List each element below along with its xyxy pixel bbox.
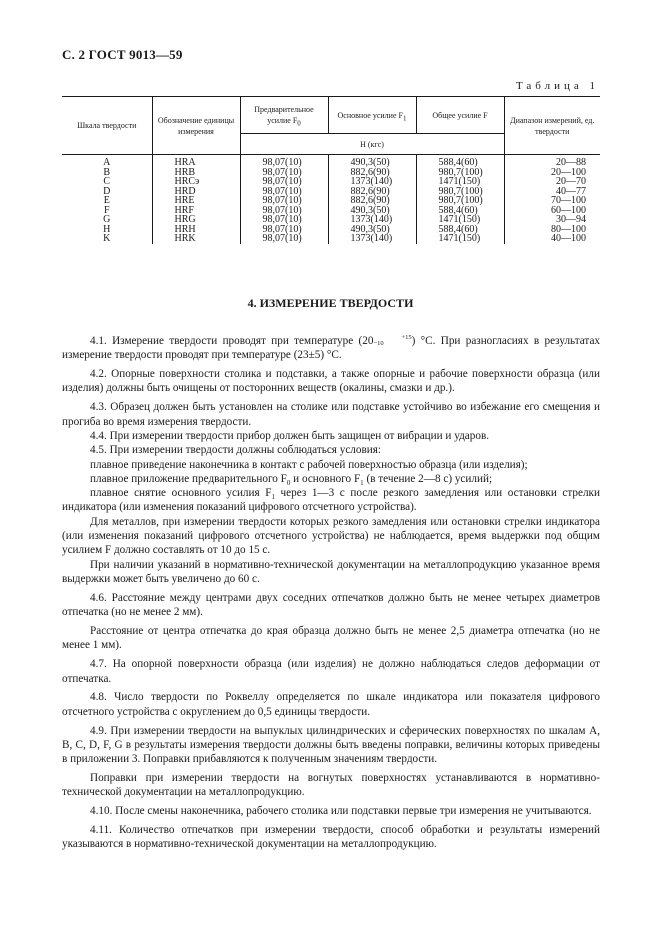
paragraph-4-11: 4.11. Количество отпечатков при измерении твердости, способ обработки и результаты измерений указываются в нормативно-технической документации на металлопродукцию. (62, 824, 600, 851)
condition-unload: плавное снятие основного усилия $F_1$ через 1—3 с после резкого замедления или остановки стрелки индикатора (или изменения показаний цифрового отсчетного устройства). (62, 487, 600, 514)
cell-main: 882,6(90) (328, 196, 416, 206)
paragraph-metals: Для металлов, при измерении твердости которых резкого замедления или остановки стрелки индикатора (или изменения показаний цифрового отсчетного устройства) не наблюдается, время выдержки под общим усилием F должно составлять от 10 до 15 с. (62, 515, 600, 557)
cell-range: 40—77 (504, 187, 600, 197)
cell-total: 1471(150) (416, 177, 504, 187)
cell-range: 30—94 (504, 215, 600, 225)
paragraph-4-10: 4.10. После смены наконечника, рабочего столика или подставки первые три измерения не учитываются. (90, 805, 592, 818)
paragraph-4-7: 4.7. На опорной поверхности образца (или изделия) не должно наблюдаться следов деформации от отпечатка. (62, 658, 600, 685)
paragraph-4-9: 4.9. При измерении твердости на выпуклых цилиндрических и сферических поверхностях по шкалам A, B, C, D, F, G в результаты измерения твердости должны быть введены поправки, величины которых приведены в приложении 3. Поправки прибавляются к полученным значениям твердости. (62, 724, 600, 766)
header-scale: Шкала твердости (62, 97, 152, 155)
header-units: Н (кгс) (240, 134, 504, 155)
header-preload: Предварительное усилие $F_0$ (240, 97, 328, 134)
cell-total: 588,4(60) (416, 206, 504, 216)
paragraph-4-8: 4.8. Число твердости по Роквеллу определяется по шкале индикатора или показателя цифрового отсчетного устройства с округлением до 0,5 единицы твердости. (62, 691, 600, 718)
cell-total: 980,7(100) (416, 168, 504, 178)
cell-main: 1373(140) (328, 234, 416, 244)
cell-preload: 98,07(10) (240, 234, 328, 244)
cell-scale: B (103, 166, 111, 178)
cell-range: 80—100 (504, 225, 600, 235)
cell-unit: HRG (152, 215, 240, 225)
cell-unit: HRA (152, 155, 240, 168)
section-title: 4. ИЗМЕРЕНИЕ ТВЕРДОСТИ (247, 296, 414, 310)
cell-unit: HRF (152, 206, 240, 216)
cell-main: 1373(140) (328, 177, 416, 187)
cell-unit: HRH (152, 225, 240, 235)
cell-unit: HRE (152, 196, 240, 206)
cell-main: 1373(140) (328, 215, 416, 225)
paragraph-4-1: 4.1. Измерение твердости проводят при температуре (20 +15 −10 ) °С. При разногласиях в результатах измерение твердости проводят при температуре (23±5) °С. (62, 334, 600, 362)
cell-unit: HRCэ (152, 177, 240, 187)
cell-unit: HRK (152, 234, 240, 244)
cell-scale: E (103, 195, 110, 206)
header-range: Диапазон измерений, ед. твердости (504, 97, 600, 155)
table-row (62, 155, 600, 168)
header-total-load: Общее усилие F (416, 97, 504, 134)
cell-total: 588,4(60) (416, 155, 504, 168)
cell-total: 1471(150) (416, 234, 504, 244)
cell-preload: 98,07(10) (240, 196, 328, 206)
page-header: С. 2 ГОСТ 9013—59 (62, 47, 183, 62)
paragraph-concave: Поправки при измерении твердости на вогнутых поверхностях устанавливаются в нормативно-технической документации на металлопродукцию. (62, 772, 600, 799)
cell-preload: 98,07(10) (240, 206, 328, 216)
cell-main: 882,6(90) (328, 168, 416, 178)
cell-scale: K (103, 233, 111, 244)
paragraph-4-6: 4.6. Расстояние между центрами двух соседних отпечатков должно быть не менее четырех диаметров отпечатка (но не менее 2 мм). (62, 591, 600, 619)
paragraph-edge-distance: Расстояние от центра отпечатка до края образца должно быть не менее 2,5 диаметра отпечатка (но не менее 1 мм). (62, 625, 600, 652)
hardness-scale-table (62, 96, 600, 244)
cell-range: 20—100 (504, 168, 600, 178)
cell-preload: 98,07(10) (240, 225, 328, 235)
cell-range: 60—100 (504, 206, 600, 216)
cell-total: 980,7(100) (416, 196, 504, 206)
table-row (62, 225, 600, 235)
table-body (62, 155, 600, 244)
cell-preload: 98,07(10) (240, 187, 328, 197)
table-row (62, 177, 600, 187)
cell-main: 490,3(50) (328, 206, 416, 216)
table-caption: Таблица 1 (515, 80, 599, 92)
cell-total: 980,7(100) (416, 187, 504, 197)
cell-preload: 98,07(10) (240, 155, 328, 168)
cell-range: 70—100 (504, 196, 600, 206)
table-row (62, 206, 600, 216)
cell-preload: 98,07(10) (240, 177, 328, 187)
paragraph-4-3: 4.3. Образец должен быть установлен на столике или подставке устойчиво во избежание его смещения и прогиба во время измерения твердости. (62, 401, 600, 428)
table-row (62, 168, 600, 178)
paragraph-4-2: 4.2. Опорные поверхности столика и подставки, а также опорные и рабочие поверхности образца (или изделия) должны быть очищены от посторонних веществ (окалины, смазки и др.). (62, 368, 600, 395)
cell-scale: A (103, 157, 111, 168)
body-text (62, 334, 600, 856)
cell-preload: 98,07(10) (240, 168, 328, 178)
cell-unit: HRB (152, 168, 240, 178)
header-designation: Обозначение единицы измерения (152, 97, 240, 155)
cell-main: 490,3(50) (328, 155, 416, 168)
cell-total: 1471(150) (416, 215, 504, 225)
cell-scale: G (103, 214, 111, 225)
cell-scale: D (103, 185, 111, 197)
table-row (62, 196, 600, 206)
cell-scale: F (103, 204, 110, 216)
paragraph-4-4: 4.4. При измерении твердости прибор должен быть защищен от вибрации и ударов. (90, 429, 490, 442)
condition-load: плавное приложение предварительного $F_0$ и основного $F_1$ (в течение 2—8 с) усилий; (90, 472, 493, 488)
cell-preload: 98,07(10) (240, 215, 328, 225)
paragraph-4-5: 4.5. При измерении твердости должны соблюдаться условия: (90, 444, 381, 457)
cell-total: 588,4(60) (416, 225, 504, 235)
cell-main: 882,6(90) (328, 187, 416, 197)
cell-range: 40—100 (504, 234, 600, 244)
cell-scale: H (103, 223, 111, 235)
cell-main: 490,3(50) (328, 225, 416, 235)
cell-range: 20—88 (504, 155, 600, 168)
cell-range: 20—70 (504, 177, 600, 187)
table-row (62, 234, 600, 244)
cell-scale: C (103, 176, 111, 187)
table-row (62, 215, 600, 225)
cell-unit: HRD (152, 187, 240, 197)
condition-contact: плавное приведение наконечника в контакт с рабочей поверхностью образца (или изделия); (90, 458, 528, 471)
table-row (62, 187, 600, 197)
header-main-load: Основное усилие $F_1$ (328, 97, 416, 134)
paragraph-dwell: При наличии указаний в нормативно-технической документации на металлопродукцию указанное время выдержки может быть увеличено до 60 с. (62, 558, 600, 585)
